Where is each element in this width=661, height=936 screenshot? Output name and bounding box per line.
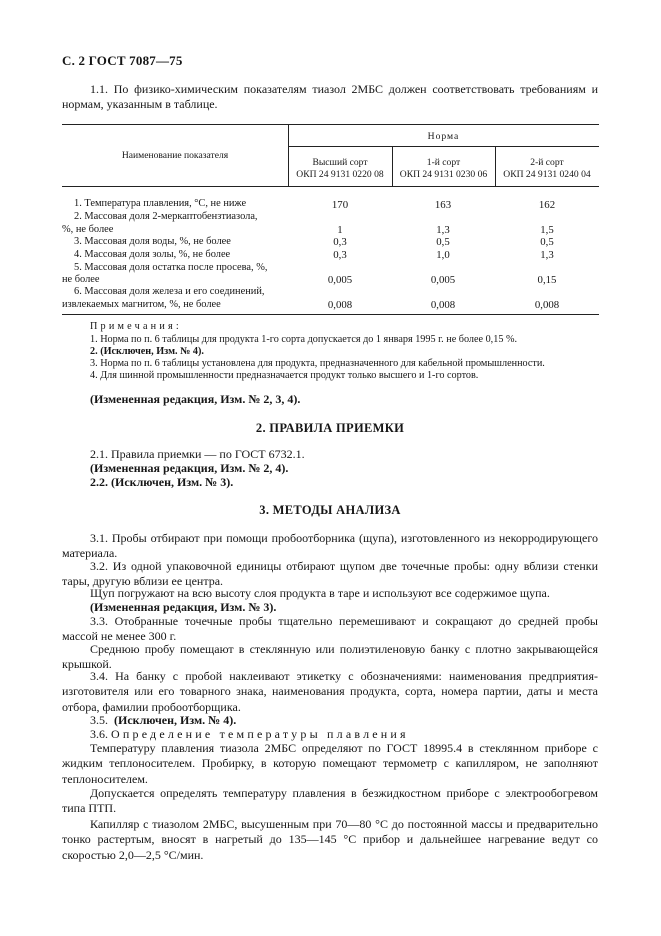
paragraph: Температуру плавления тиазола 2МБС определяют по ГОСТ 18995.4 в стеклянном приборе с жидким теплоносителем. Пробирку, в которую помещают термометр с капилляром, не заполняют теплоносителем. [62, 741, 598, 786]
note-4: 4. Для шинной промышленности предназначается продукт только высшего и 1-го сортов. [90, 370, 479, 381]
paragraph: Среднюю пробу помещают в стеклянную или полиэтиленовую банку с плотно закрывающейся крышкой. [62, 642, 598, 672]
clause-heading: Определение температуры плавления [111, 727, 409, 741]
table-cell: 0,3 [333, 236, 347, 248]
clause-number: 3.5. [90, 713, 108, 727]
column-header-name: Наименование показателя [121, 150, 229, 161]
edit-note: (Измененная редакция, Изм. № 2, 3, 4). [90, 392, 301, 406]
table-cell: 1,5 [540, 224, 554, 236]
table-cell: 0,5 [540, 236, 554, 248]
paragraph: Допускается определять температуру плавления в безжидкостном приборе с электрообогревом типа ПТП. [62, 786, 598, 816]
grade-header [288, 157, 392, 181]
edit-note: (Измененная редакция, Изм. № 2, 4). [90, 461, 289, 475]
grade-code: ОКП 24 9131 0240 04 [503, 169, 591, 180]
column-header-norm: Норма [427, 131, 460, 142]
table-cell: 0,008 [327, 299, 353, 311]
note-1: 1. Норма по п. 6 таблицы для продукта 1-го сорта допускается до 1 января 1995 г. не более 0,15 %. [90, 334, 517, 345]
paragraph: 3.1. Пробы отбирают при помощи пробоотборника (щупа), изготовленного из некорродирующего материала. [62, 531, 598, 561]
table-cell: 0,15 [537, 274, 557, 286]
table-row-label: 5. Массовая доля остатка после просева, %, [74, 262, 268, 273]
table-cell: 1,3 [436, 224, 450, 236]
table-bottom-rule [62, 314, 599, 315]
table-cell: 0,005 [430, 274, 456, 286]
table-row-label: 3. Массовая доля воды, %, не более [74, 236, 231, 247]
page-header: С. 2 ГОСТ 7087—75 [62, 53, 183, 68]
section-title: 3. МЕТОДЫ АНАЛИЗА [259, 503, 401, 517]
grade-header [392, 157, 495, 181]
paragraph: 3.3. Отобранные точечные пробы тщательно перемешивают и сокращают до средней пробы массой не менее 300 г. [62, 614, 598, 644]
note-3: 3. Норма по п. 6 таблицы установлена для продукта, предназначенного для кабельной промышленности. [90, 358, 545, 369]
note-2: 2. (Исключен, Изм. № 4). [90, 346, 204, 357]
paragraph: 2.1. Правила приемки — по ГОСТ 6732.1. [90, 447, 305, 461]
grade-name: 2-й сорт [530, 157, 564, 168]
grade-name: 1-й сорт [426, 157, 461, 168]
grade-name: Высший сорт [312, 157, 368, 168]
table-header-rule [62, 186, 599, 187]
paragraph: Капилляр с тиазолом 2МБС, высушенным при 70—80 °С до постоянной массы и предварительно тонко растертым, вносят в нагретый до 135—145 °С прибор и дальнейшее нагревание ведут со скоростью 2,0—2,5 °С/мин. [62, 817, 598, 862]
paragraph: Щуп погружают на всю высоту слоя продукта в таре и используют все содержимое щупа. [90, 586, 550, 600]
table-cell: 0,005 [327, 274, 353, 286]
table-row-label: извлекаемых магнитом, %, не более [62, 299, 221, 310]
table-cell: 0,008 [430, 299, 456, 311]
paragraph: 3.2. Из одной упаковочной единицы отбирают щупом две точечные пробы: одну вблизи стенки тары, другую вблизи ее центра. [62, 559, 598, 589]
section-title: 2. ПРАВИЛА ПРИЕМКИ [255, 421, 405, 435]
grade-code: ОКП 24 9131 0230 06 [399, 169, 488, 180]
intro-paragraph: 1.1. По физико-химическим показателям тиазол 2МБС должен соответствовать требованиям и нормам, указанным в таблице. [62, 82, 598, 112]
notes-title: Примечания: [90, 321, 182, 332]
table-cell: 0,008 [534, 299, 560, 311]
table-row-label: 1. Температура плавления, °С, не ниже [74, 198, 247, 209]
table-cell: 1,3 [540, 249, 554, 261]
table-cell: 0,3 [333, 249, 347, 261]
table-cell: 0,5 [436, 236, 450, 248]
table-row-label: 6. Массовая доля железа и его соединений, [74, 286, 265, 297]
table-cell: 162 [538, 199, 556, 211]
grade-header [495, 157, 599, 181]
table-cell: 1 [337, 224, 343, 236]
table-norm-rule [288, 146, 599, 147]
table-row-label: не более [62, 274, 100, 285]
table-top-rule [62, 124, 599, 125]
table-cell: 170 [331, 199, 349, 211]
paragraph: 2.2. (Исключен, Изм. № 3). [90, 475, 234, 489]
table-row-label: 2. Массовая доля 2-меркаптобензтиазола, [74, 211, 258, 222]
clause-text: (Исключен, Изм. № 4). [114, 713, 237, 727]
table-row-label: %, не более [62, 224, 114, 235]
edit-note: (Измененная редакция, Изм. № 3). [90, 600, 277, 614]
table-cell: 163 [434, 199, 452, 211]
paragraph: 3.4. На банку с пробой наклеивают этикетку с обозначениями: наименования предприятия-изготовителя или его товарного знака, наименования продукта, сорта, номера партии, даты и места отбора, фамилии пробоотборщика. [62, 669, 598, 714]
table-cell: 1,0 [436, 249, 450, 261]
clause-number: 3.6. [90, 727, 108, 741]
grade-code: ОКП 24 9131 0220 08 [296, 169, 384, 180]
table-row-label: 4. Массовая доля золы, %, не более [74, 249, 231, 260]
